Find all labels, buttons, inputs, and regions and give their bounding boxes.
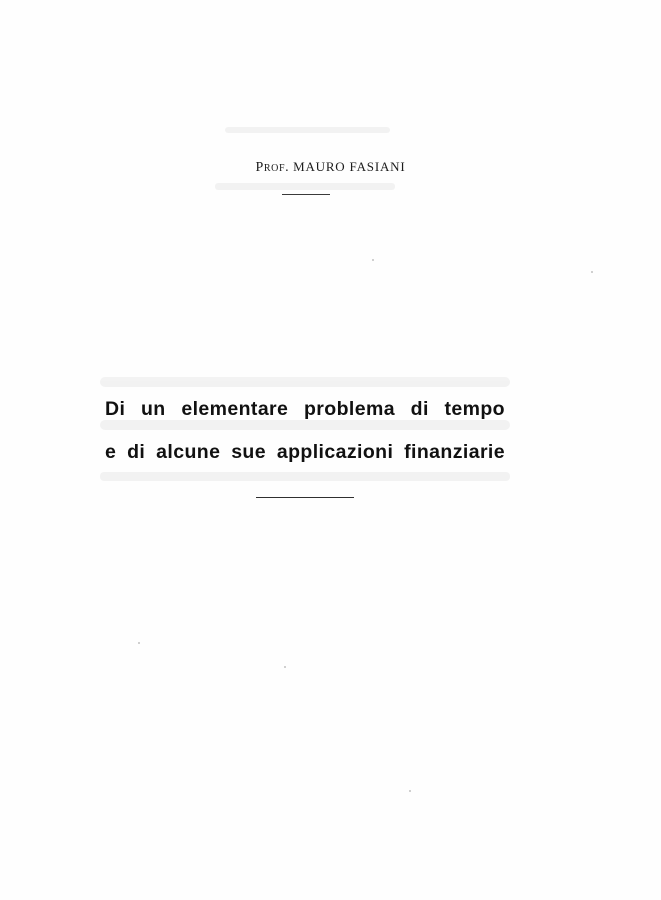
paper-speck <box>284 666 286 668</box>
author-prefix: Prof. <box>255 160 290 175</box>
paper-speck <box>409 790 411 792</box>
title-line-1: Di un elementare problema di tempo <box>105 398 505 420</box>
paper-speck <box>372 259 374 261</box>
paper-speck <box>138 642 140 644</box>
author-rule <box>282 194 330 195</box>
author-line <box>0 159 661 176</box>
author-name: MAURO FASIANI <box>293 159 406 174</box>
title-rule <box>256 497 354 498</box>
title-line-2: e di alcune sue applicazioni finanziarie <box>105 441 505 463</box>
paper-speck <box>591 271 593 273</box>
